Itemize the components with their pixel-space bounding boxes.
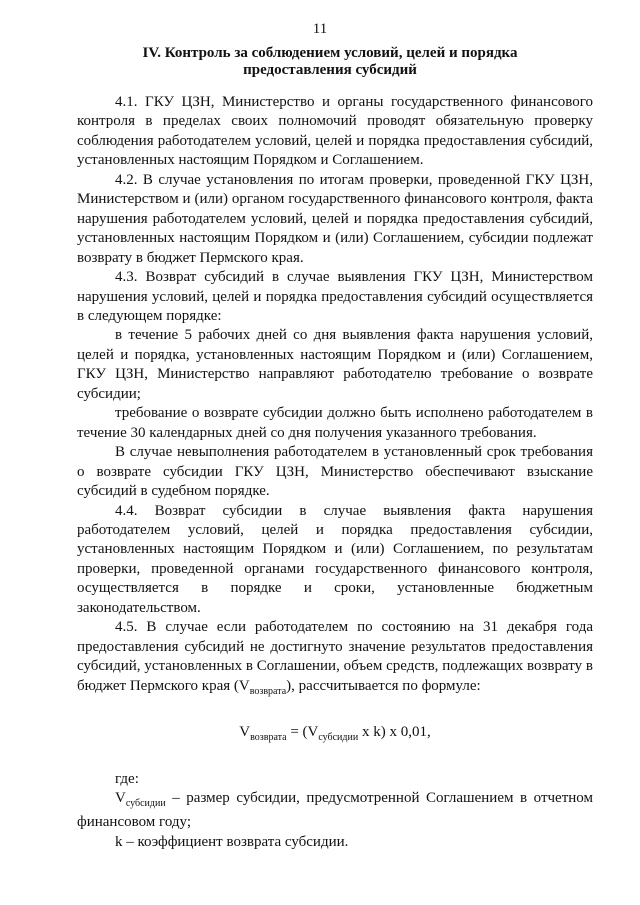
formula-v-subscript: возврата: [250, 732, 287, 744]
definition-v-letter: V: [115, 789, 126, 806]
formula-subsidy-subscript: субсидии: [318, 732, 359, 744]
paragraph-4-5: [77, 618, 593, 701]
paragraph-4-3-item-b: требование о возврате субсидии должно быть исполнено работодателем в течение 30 календарных дней со дня получения указанного требования.: [77, 405, 593, 441]
paragraph-4-1: 4.1. ГКУ ЦЗН, Министерство и органы государственного финансового контроля в пределах своих полномочий проводят обязательную проверку соблюдения работодателем условий, целей и порядка предоставления субсидий, установленных настоящим Порядком и Соглашением.: [77, 94, 593, 169]
formula-v: V: [239, 724, 251, 741]
paragraph-4-2: 4.2. В случае установления по итогам проверки, проведенной ГКУ ЦЗН, Министерством и (или) органом государственного финансового контроля, факта нарушения работодателем условий, целей и порядка предоставления субсидий, установленных настоящим Порядком и (или) Соглашением, субсидии подлежат возврату в бюджет Пермского края.: [77, 171, 593, 266]
where-label: где:: [115, 770, 139, 787]
section-title: [100, 45, 560, 79]
formula-equals: = (V: [286, 724, 319, 741]
paragraph-4-3: 4.3. Возврат субсидий в случае выявления ГКУ ЦЗН, Министерством нарушения условий, целей и порядка предоставления субсидий осуществляется в следующем порядке:: [77, 269, 593, 324]
definition-v-subscript: субсидии: [125, 797, 166, 809]
page-number: 11: [312, 21, 328, 37]
paragraph-4-4: 4.4. Возврат субсидии в случае выявления факта нарушения работодателем условий, целей и порядка предоставления субсидии, установленных настоящим Порядком и (или) Соглашением, по результатам проверки, проведенной органами государственного финансового контроля, осуществляется в порядке и сроки, установленные бюджетным законодательством.: [77, 502, 593, 616]
paragraph-4-5-text: 4.5. В случае если работодателем по состоянию на 31 декабря года предоставления субсидий не достигнуто значение результатов предоставления субсидий, установленных в Соглашении, объем средств, подлежащих возврату в бюджет Пермского края (V: [77, 619, 593, 694]
definition-v-subsidy: [77, 789, 593, 833]
paragraph-4-3-item-c: В случае невыполнения работодателем в установленный срок требования о возврате субсидии ГКУ ЦЗН, Министерство обеспечивают взыскание субсидий в судебном порядке.: [77, 444, 593, 500]
definition-k: k – коэффициент возврата субсидии.: [115, 833, 349, 850]
paragraph-4-5-subscript: возврата: [249, 685, 287, 697]
paragraph-4-3-item-a: в течение 5 рабочих дней со дня выявления факта нарушения условий, целей и порядка, установленных настоящим Порядком и (или) Соглашением, ГКУ ЦЗН, Министерство направляют работодателю требование о возврате субсидии;: [77, 327, 593, 402]
document-body: [77, 93, 593, 852]
formula: [77, 723, 593, 747]
paragraph-4-5-end: ), рассчитывается по формуле:: [286, 677, 481, 694]
formula-tail: x k) x 0,01,: [358, 724, 431, 741]
section-title-line-2: предоставления субсидий: [243, 62, 417, 78]
definition-v-text: – размер субсидии, предусмотренной Соглашением в отчетном финансовом году;: [77, 789, 593, 831]
section-title-line-1: IV. Контроль за соблюдением условий, целей и порядка: [142, 45, 518, 61]
